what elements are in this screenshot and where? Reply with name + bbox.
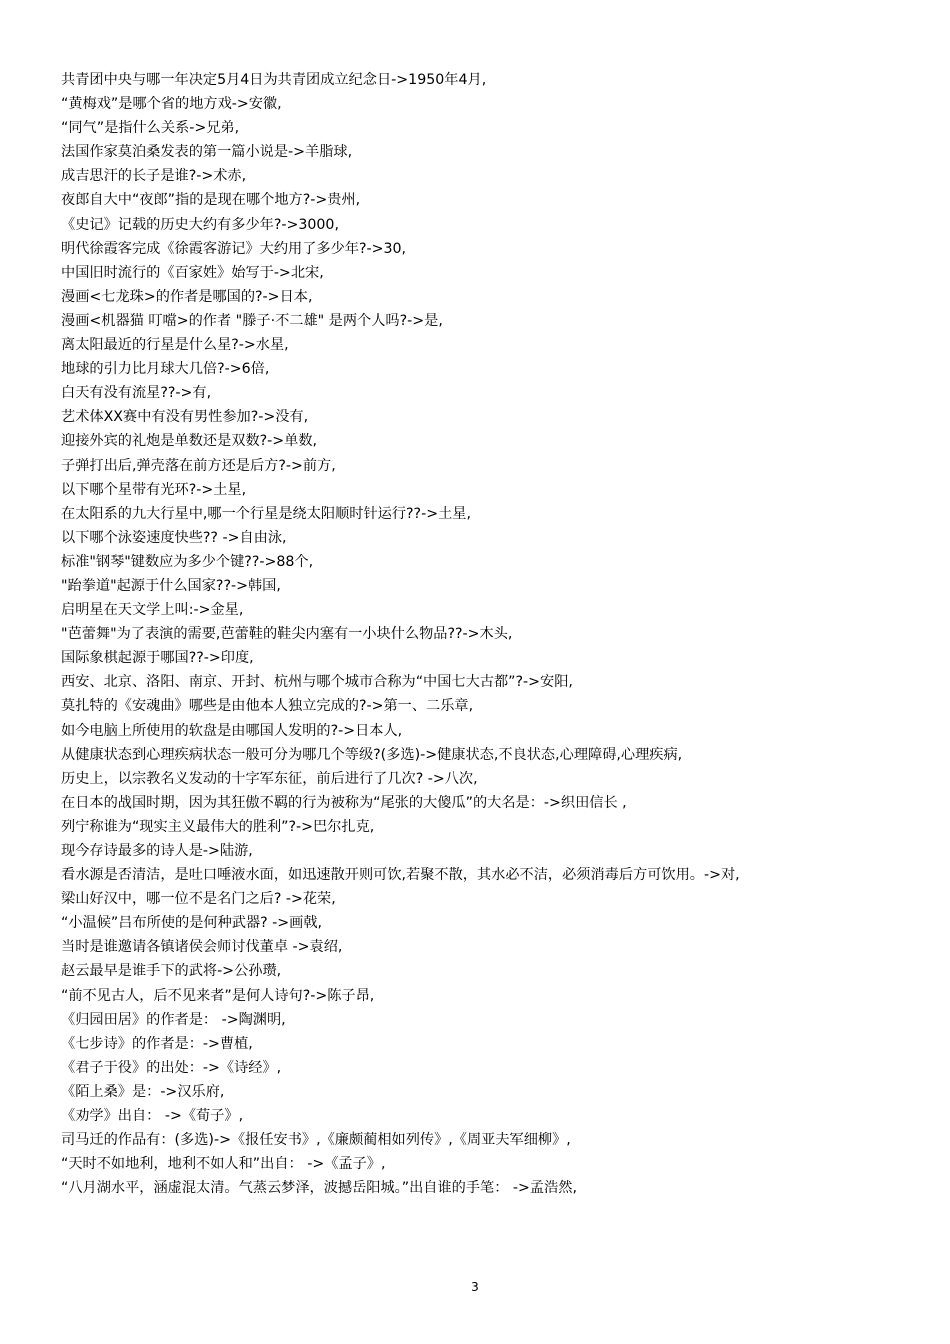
text-line: "芭蕾舞"为了表演的需要,芭蕾鞋的鞋尖内塞有一小块什么物品??->木头, bbox=[61, 626, 513, 643]
text-line: 司马迁的作品有：(多选)->《报任安书》,《廉颇蔺相如列传》,《周亚夫军细柳》, bbox=[61, 1132, 571, 1149]
text-line: 漫画<七龙珠>的作者是哪国的?->日本, bbox=[61, 288, 313, 305]
text-line: 《陌上桑》是：->汉乐府, bbox=[61, 1083, 225, 1100]
text-line: “前不见古人，后不见来者”是何人诗句?->陈子昂, bbox=[61, 987, 375, 1004]
text-line: 地球的引力比月球大几倍?->6倍, bbox=[61, 361, 270, 378]
text-line: 白天有没有流星??->有, bbox=[61, 385, 212, 402]
text-line: 《劝学》出自： ->《荀子》, bbox=[61, 1108, 244, 1125]
text-line: 夜郎自大中“夜郎”指的是现在哪个地方?->贵州, bbox=[61, 192, 361, 209]
text-line: 现今存诗最多的诗人是->陆游, bbox=[61, 843, 253, 859]
text-line: 梁山好汉中，哪一位不是名门之后? ->花荣, bbox=[61, 891, 336, 908]
text-line: 《七步诗》的作者是：->曹植, bbox=[61, 1035, 253, 1052]
text-line: 赵云最早是谁手下的武将->公孙瓒, bbox=[61, 963, 282, 980]
text-line: 《史记》记载的历史大约有多少年?->3000, bbox=[61, 216, 339, 233]
text-line: 成吉思汗的长子是谁?->术赤, bbox=[61, 168, 247, 185]
text-line: 当时是谁邀请各镇诸侯会师讨伐董卓 ->袁绍, bbox=[61, 939, 343, 956]
text-line: “黄梅戏”是哪个省的地方戏->安徽, bbox=[61, 96, 282, 113]
text-body bbox=[61, 68, 910, 1200]
text-line: “八月湖水平，涵虚混太清。气蒸云梦泽，波撼岳阳城。”出自谁的手笔： ->孟浩然, bbox=[61, 1180, 578, 1197]
text-line: 艺术体XX赛中有没有男性参加?->没有, bbox=[61, 409, 309, 426]
text-line: 共青团中央与哪一年决定5月4日为共青团成立纪念日->1950年4月, bbox=[61, 72, 487, 88]
text-line: 中国旧时流行的《百家姓》始写于->北宋, bbox=[61, 264, 324, 281]
text-line: 在日本的战国时期，因为其狂傲不羁的行为被称为“尾张的大傻瓜”的大名是：->织田信长 , bbox=[61, 794, 627, 811]
text-line: 离太阳最近的行星是什么星?->水星, bbox=[61, 337, 289, 354]
text-line: 法国作家莫泊桑发表的第一篇小说是->羊脂球, bbox=[61, 144, 353, 161]
text-line: 从健康状态到心理疾病状态一般可分为哪几个等级?(多选)->健康状态,不良状态,心理障碍,心理疾病, bbox=[61, 746, 683, 763]
text-line: 《君子于役》的出处：->《诗经》, bbox=[61, 1059, 282, 1076]
text-line: 漫画<机器猫 叮噹>的作者 "滕子·不二雄" 是两个人吗?->是, bbox=[61, 312, 443, 329]
text-line: 子弹打出后,弹壳落在前方还是后方?->前方, bbox=[61, 457, 336, 474]
text-line: "跆拳道"起源于什么国家??->韩国, bbox=[61, 577, 281, 594]
text-line: 迎接外宾的礼炮是单数还是双数?->单数, bbox=[61, 433, 318, 450]
text-line: 西安、北京、洛阳、南京、开封、杭州与哪个城市合称为“中国七大古都”?->安阳, bbox=[61, 674, 573, 691]
text-line: 看水源是否清洁，是吐口唾液水面，如迅速散开则可饮,若聚不散，其水必不洁，必须消毒后方可饮用。->对, bbox=[61, 867, 740, 884]
text-line: “天时不如地利，地利不如人和”出自： ->《孟子》, bbox=[61, 1156, 386, 1173]
text-line: “同气”是指什么关系->兄弟, bbox=[61, 120, 240, 137]
text-line: 在太阳系的九大行星中,哪一个行星是绕太阳顺时针运行??->土星, bbox=[61, 505, 471, 522]
text-line: 以下哪个泳姿速度快些?? ->自由泳, bbox=[61, 529, 287, 546]
text-line: 以下哪个星带有光环?->土星, bbox=[61, 481, 247, 498]
page-number: 3 bbox=[471, 1280, 479, 1294]
text-line: 如今电脑上所使用的软盘是由哪国人发明的?->日本人, bbox=[61, 722, 403, 739]
text-line: “小温候”吕布所使的是何种武器? ->画戟, bbox=[61, 915, 323, 932]
text-line: 启明星在天文学上叫:->金星, bbox=[61, 602, 244, 619]
text-line: 历史上，以宗教名义发动的十字军东征，前后进行了几次? ->八次, bbox=[61, 770, 478, 787]
text-line: 明代徐霞客完成《徐霞客游记》大约用了多少年?->30, bbox=[61, 240, 407, 257]
text-line: 莫扎特的《安魂曲》哪些是由他本人独立完成的?->第一、二乐章, bbox=[61, 698, 474, 715]
text-line: 标准"钢琴"键数应为多少个键??->88个, bbox=[61, 553, 314, 570]
text-line: 列宁称谁为“现实主义最伟大的胜利”?->巴尔扎克, bbox=[61, 818, 375, 835]
text-line: 国际象棋起源于哪国??->印度, bbox=[61, 650, 254, 667]
text-line: 《归园田居》的作者是： ->陶渊明, bbox=[61, 1011, 286, 1028]
